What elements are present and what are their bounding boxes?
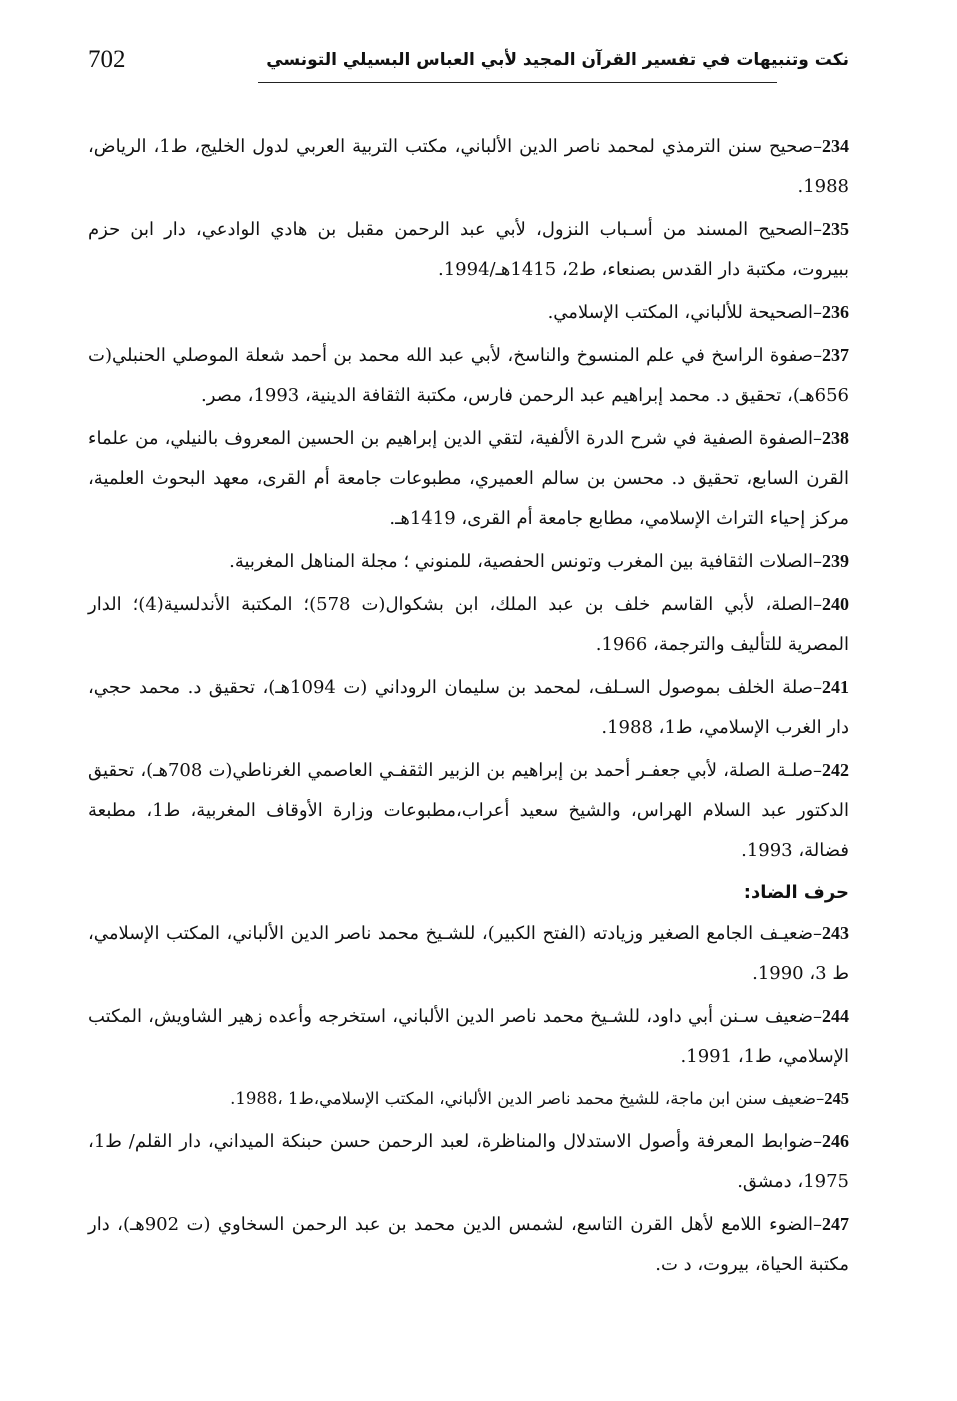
- bibliography-entry-238: [88, 418, 849, 539]
- entry-text: –ضعيف سـنن أبي داود، للشـيخ محمد ناصر الدين الألباني، استخرجه وأعده زهير الشاويش، المكتب الإسلامي، ط1، 1991.: [88, 1006, 849, 1067]
- bibliography-entry-246: [88, 1121, 849, 1202]
- entry-text: –الضوء اللامع لأهل القرن التاسع، لشمس الدين محمد بن عبد الرحمن السخاوي (ت 902هـ)، دار مكتبة الحياة، بيروت، د ت.: [88, 1214, 849, 1275]
- entry-number: 246: [822, 1131, 849, 1151]
- entry-text: –الصحيح المسند من أسـباب النزول، لأبي عبد الرحمن مقبل بن هادي الوادعي، دار ابن حزم ببيروت، مكتبة دار القدس بصنعاء، ط2، 1415هـ/1994.: [88, 219, 849, 280]
- entry-number: 243: [822, 923, 849, 943]
- bibliography-entry-235: [88, 209, 849, 290]
- entry-text: –صلة الخلف بموصول السـلف، لمحمد بن سليمان الروداني (ت 1094هـ)، تحقيق د. محمد حجي، دار الغرب الإسلامي، ط1، 1988.: [88, 677, 849, 738]
- bibliography-entry-242: [88, 750, 849, 871]
- entry-number: 234: [822, 136, 849, 156]
- entry-number: 244: [822, 1006, 849, 1026]
- bibliography-entry-241: [88, 667, 849, 748]
- bibliography-entry-245: [88, 1079, 849, 1119]
- entry-text: –ضعيف سنن ابن ماجة، للشيخ محمد ناصر الدين الألباني، المكتب الإسلامي،ط1 ،1988.: [230, 1089, 825, 1108]
- section-heading-dad: حرف الضاد:: [743, 882, 849, 903]
- entry-text: –الصفوة الصفية في شرح الدرة الألفية، لتقي الدين إبراهيم بن الحسين المعروف بالنيلي، من علماء القرن السابع، تحقيق د. محسن بن سالم العميري، مطبوعات جامعة أم القرى، معهد البحوث العلمية، مركز إحياء التراث الإسلامي، مطابع جامعة أم القرى، 1419هـ.: [88, 428, 849, 529]
- bibliography-entry-240: [88, 584, 849, 665]
- bibliography-list: [88, 126, 849, 1287]
- entry-number: 235: [822, 219, 849, 239]
- running-header: [88, 38, 849, 82]
- entry-number: 241: [822, 677, 849, 697]
- book-title: نكت وتنبيهات في تفسير القرآن المجيد لأبي العباس البسيلي التونسي: [266, 50, 849, 70]
- entry-text: –ضعيـف الجامع الصغير وزيادته (الفتح الكبير)، للشـيخ محمد ناصر الدين الألباني، المكتب الإسلامي، ط 3، 1990.: [88, 923, 849, 984]
- bibliography-entry-247: [88, 1204, 849, 1285]
- entry-number: 242: [822, 760, 849, 780]
- bibliography-entry-243: [88, 913, 849, 994]
- bibliography-entry-234: [88, 126, 849, 207]
- entry-text: –صحيح سنن الترمذي لمحمد ناصر الدين الألباني، مكتب التربية العربي لدول الخليج، ط1، الرياض، 1988.: [88, 136, 849, 197]
- entry-text: –الصلات الثقافية بين المغرب وتونس الحفصية، للمنوني ؛ مجلة المناهل المغربية.: [229, 551, 822, 572]
- entry-text: –ضوابط المعرفة وأصول الاستدلال والمناظرة، لعبد الرحمن حسن حبنكة الميداني، دار القلم/ ط1، 1975، دمشق.: [88, 1131, 849, 1192]
- entry-number: 238: [822, 428, 849, 448]
- bibliography-entry-239: [88, 541, 849, 582]
- bibliography-entry-237: [88, 335, 849, 416]
- header-rule: [258, 82, 777, 83]
- entry-text: –صلـة الصلة، لأبي جعفـر أحمد بن إبراهيم بن الزبير الثقفـي العاصمي الغرناطي(ت 708هـ)، تحقيق الدكتور عبد السلام الهراس، والشيخ سعيد أعراب،مطبوعات وزارة الأوقاف المغربية، ط1، مطبعة فضالة، 1993.: [88, 760, 849, 861]
- entry-number: 236: [822, 302, 849, 322]
- entry-number: 240: [822, 594, 849, 614]
- entry-number: 237: [822, 345, 849, 365]
- entry-number: 239: [822, 551, 849, 571]
- entry-number: 247: [822, 1214, 849, 1234]
- bibliography-entry-236: [88, 292, 849, 333]
- entry-text: –الصحيحة للألباني، المكتب الإسلامي.: [547, 302, 822, 323]
- entry-text: –صفوة الراسخ في علم المنسوخ والناسخ، لأبي عبد الله محمد بن أحمد شعلة الموصلي الحنبلي(ت 656هـ)، تحقيق د. محمد إبراهيم عبد الرحمن فارس، مكتبة الثقافة الدينية، 1993، مصر.: [88, 345, 849, 406]
- entry-text: –الصلة، لأبي القاسم خلف بن عبد الملك، ابن بشكوال(ت 578)؛ المكتبة الأندلسية(4)؛ الدار المصرية للتأليف والترجمة، 1966.: [88, 594, 849, 655]
- entry-number: 245: [824, 1089, 849, 1108]
- page-number: 702: [88, 46, 126, 73]
- bibliography-entry-244: [88, 996, 849, 1077]
